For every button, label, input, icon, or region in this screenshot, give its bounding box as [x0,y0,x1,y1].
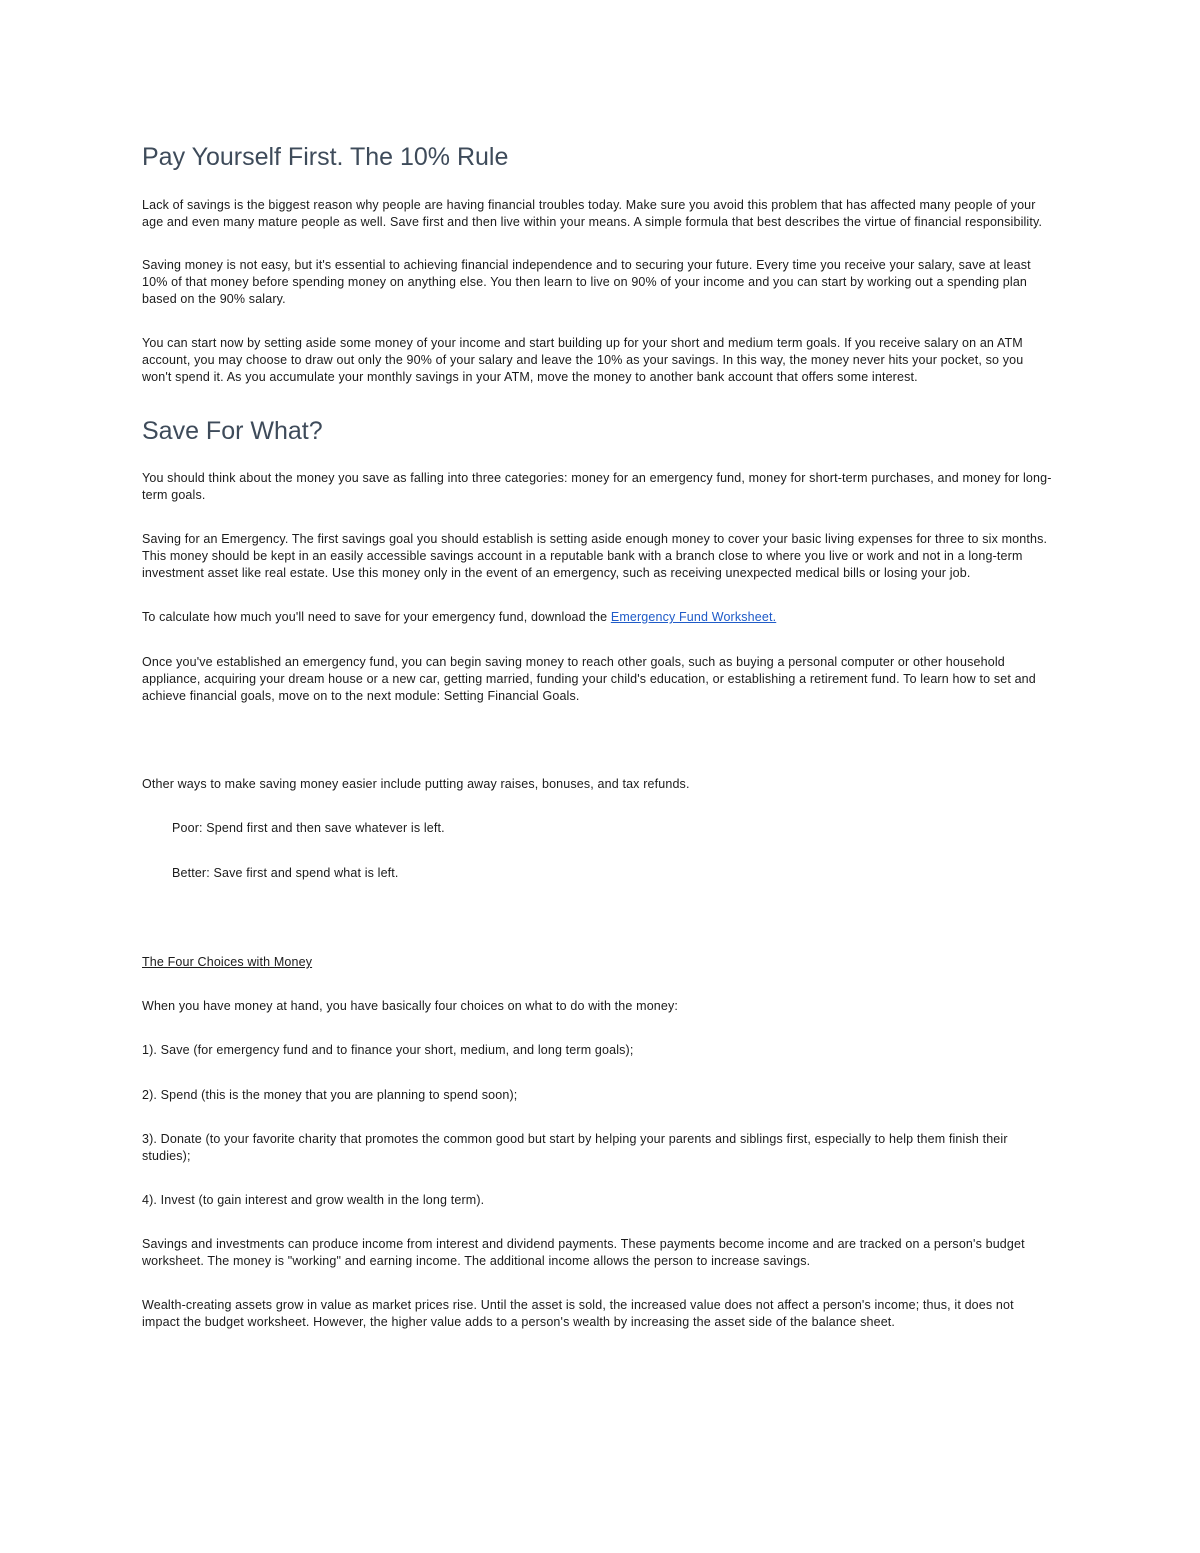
download-text: To calculate how much you'll need to save for your emergency fund, download the [142,610,611,624]
paragraph-other-ways: Other ways to make saving money easier include putting away raises, bonuses, and tax refunds. [142,777,690,791]
choice-spend: 2). Spend (this is the money that you are planning to spend soon); [142,1088,518,1102]
choice-invest: 4). Invest (to gain interest and grow wealth in the long term). [142,1193,485,1207]
poor-example: Poor: Spend first and then save whatever is left. [172,821,445,835]
paragraph-saving-for-emergency: Saving for an Emergency. The first savings goal you should establish is setting aside enough money to cover your basic living expenses for three to six months. This money should be kept in an easily accessible savings account in a reputable bank with a branch close to where you live or work and not in a long-term investment asset like real estate. Use this money only in the event of an emergency, such as receiving unexpected medical bills or losing your job. [142,532,1048,580]
emergency-fund-worksheet-link[interactable]: Emergency Fund Worksheet. [610,610,777,624]
paragraph-saving-money: Saving money is not easy, but it's essential to achieving financial independence and to securing your future. Every time you receive your salary, save at least 10% of that money before spending money on anything else. You then learn to live on 90% of your income and you can start by working out a spending plan based on the 90% salary. [142,258,1031,306]
choice-save: 1). Save (for emergency fund and to finance your short, medium, and long term goals); [142,1043,634,1057]
paragraph-start-now: You can start now by setting aside some money of your income and start building up for your short and medium term goals. If you receive salary on an ATM account, you may choose to draw out only the 90% of your salary and leave the 10% as your savings. In this way, the money never hits your pocket, so you won't spend it. As you accumulate your monthly savings in your ATM, move the money to another bank account that offers some interest. [142,336,1024,384]
paragraph-savings-investments: Savings and investments can produce income from interest and dividend payments. These payments become income and are tracked on a person's budget worksheet. The money is "working" and earning income. The additional income allows the person to increase savings. [142,1237,1025,1268]
paragraph-three-categories: You should think about the money you save as falling into three categories: money for an emergency fund, money for short-term purchases, and money for long-term goals. [142,471,1052,502]
paragraph-once-established: Once you've established an emergency fund, you can begin saving money to reach other goals, such as buying a personal computer or other household appliance, acquiring your dream house or a new car, getting married, funding your child's education, or establishing a retirement fund. To learn how to set and achieve financial goals, move on to the next module: Setting Financial Goals. [142,655,1036,703]
document-body [142,142,1054,1331]
heading-four-choices: The Four Choices with Money [142,955,313,969]
better-example: Better: Save first and spend what is left. [172,866,399,880]
heading-pay-yourself-first: Pay Yourself First. The 10% Rule [142,143,509,171]
paragraph-emergency-fund-download [142,609,1054,626]
choice-donate: 3). Donate (to your favorite charity that promotes the common good but start by helping your parents and siblings first, especially to help them finish their studies); [142,1132,1008,1163]
heading-save-for-what: Save For What? [142,417,323,445]
paragraph-four-choices-intro: When you have money at hand, you have basically four choices on what to do with the money: [142,999,679,1013]
paragraph-wealth-creating: Wealth-creating assets grow in value as market prices rise. Until the asset is sold, the increased value does not affect a person's income; thus, it does not impact the budget worksheet. However, the higher value adds to a person's wealth by increasing the asset side of the balance sheet. [142,1298,1014,1329]
paragraph-lack-of-savings: Lack of savings is the biggest reason why people are having financial troubles today. Make sure you avoid this problem that has affected many people of your age and even many mature people as well. Save first and then live within your means. A simple formula that best describes the virtue of financial responsibility. [142,198,1043,229]
